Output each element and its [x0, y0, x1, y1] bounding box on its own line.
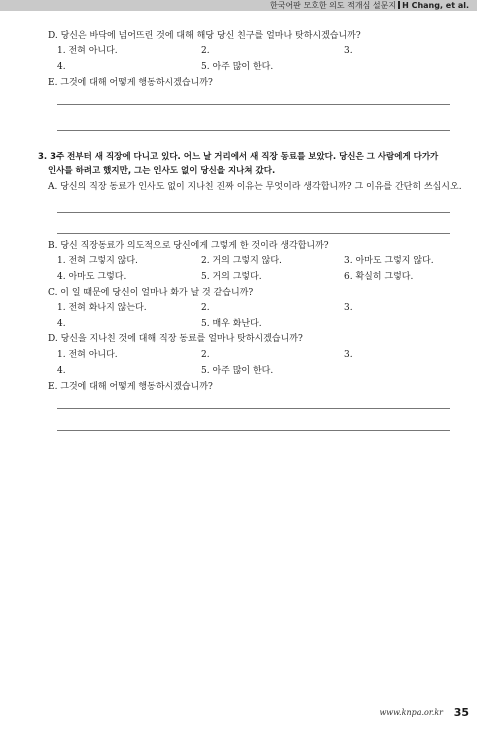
q3-c-option-5: 5. 매우 화난다.: [201, 319, 262, 329]
q3-b-option-1: 1. 전혀 그렇지 않다.: [57, 256, 138, 266]
prev-d-option-1: 1. 전혀 아니다.: [57, 46, 118, 56]
q3-b-option-5: 5. 거의 그렇다.: [201, 272, 262, 282]
q3-d-option-4: 4.: [57, 366, 66, 376]
journal-article-title: 한국어판 모호한 의도 적개심 설문지: [270, 1, 397, 10]
q3-b-option-6: 6. 확실히 그렇다.: [344, 272, 414, 282]
prev-e-answer-line-2[interactable]: [57, 130, 450, 131]
page-number: 35: [453, 706, 469, 719]
prev-e-answer-line-1[interactable]: [57, 104, 450, 105]
prev-d-option-2: 2.: [201, 46, 210, 56]
q3-b-prompt: B. 당신 직장동료가 의도적으로 당신에게 그렇게 한 것이라 생각합니까?: [48, 241, 329, 251]
q3-d-prompt: D. 당신을 지나친 것에 대해 직장 동료를 얼마나 탓하시겠습니까?: [48, 334, 303, 344]
header-authors: H Chang, et al.: [402, 1, 469, 10]
prev-d-option-5: 5. 아주 많이 한다.: [201, 62, 274, 72]
prev-d-prompt: D. 당신은 바닥에 넘어뜨린 것에 대해 해당 당신 친구를 얼마나 탓하시겠습니까?: [48, 31, 361, 41]
q3-c-option-2: 2.: [201, 303, 210, 313]
prev-d-option-3: 3.: [344, 46, 353, 56]
q3-c-option-4: 4.: [57, 319, 66, 329]
prev-d-option-4: 4.: [57, 62, 66, 72]
q3-e-answer-line-2[interactable]: [57, 430, 450, 431]
q3-b-option-3: 3. 아마도 그렇지 않다.: [344, 256, 434, 266]
q3-a-prompt: A. 당신의 직장 동료가 인사도 없이 지나친 진짜 이유는 무엇이라 생각합니까? 그 이유를 간단히 쓰십시오.: [48, 182, 462, 192]
q3-scenario-line-1: 3. 3주 전부터 새 직장에 다니고 있다. 어느 날 거리에서 새 직장 동료를 보았다. 당신은 그 사람에게 다가가: [38, 152, 439, 162]
q3-e-answer-line-1[interactable]: [57, 408, 450, 409]
q3-scenario-line-2: 인사를 하려고 했지만, 그는 인사도 없이 당신을 지나쳐 갔다.: [48, 166, 276, 176]
q3-e-prompt: E. 그것에 대해 어떻게 행동하시겠습니까?: [48, 382, 213, 392]
q3-b-option-4: 4. 아마도 그렇다.: [57, 272, 127, 282]
q3-d-option-3: 3.: [344, 350, 353, 360]
q3-a-answer-line-2[interactable]: [57, 233, 450, 234]
q3-a-answer-line-1[interactable]: [57, 212, 450, 213]
journal-url: www.knpa.or.kr: [379, 708, 443, 717]
running-header-text: [270, 0, 469, 11]
q3-c-option-1: 1. 전혀 화나지 않는다.: [57, 303, 147, 313]
running-header: [0, 0, 477, 11]
q3-c-prompt: C. 이 일 때문에 당신이 얼마나 화가 날 것 같습니까?: [48, 288, 254, 298]
q3-d-option-2: 2.: [201, 350, 210, 360]
q3-d-option-5: 5. 아주 많이 한다.: [201, 366, 274, 376]
q3-b-option-2: 2. 거의 그렇지 않다.: [201, 256, 282, 266]
q3-d-option-1: 1. 전혀 아니다.: [57, 350, 118, 360]
q3-c-option-3: 3.: [344, 303, 353, 313]
header-separator: [398, 1, 400, 9]
prev-e-prompt: E. 그것에 대해 어떻게 행동하시겠습니까?: [48, 78, 213, 88]
